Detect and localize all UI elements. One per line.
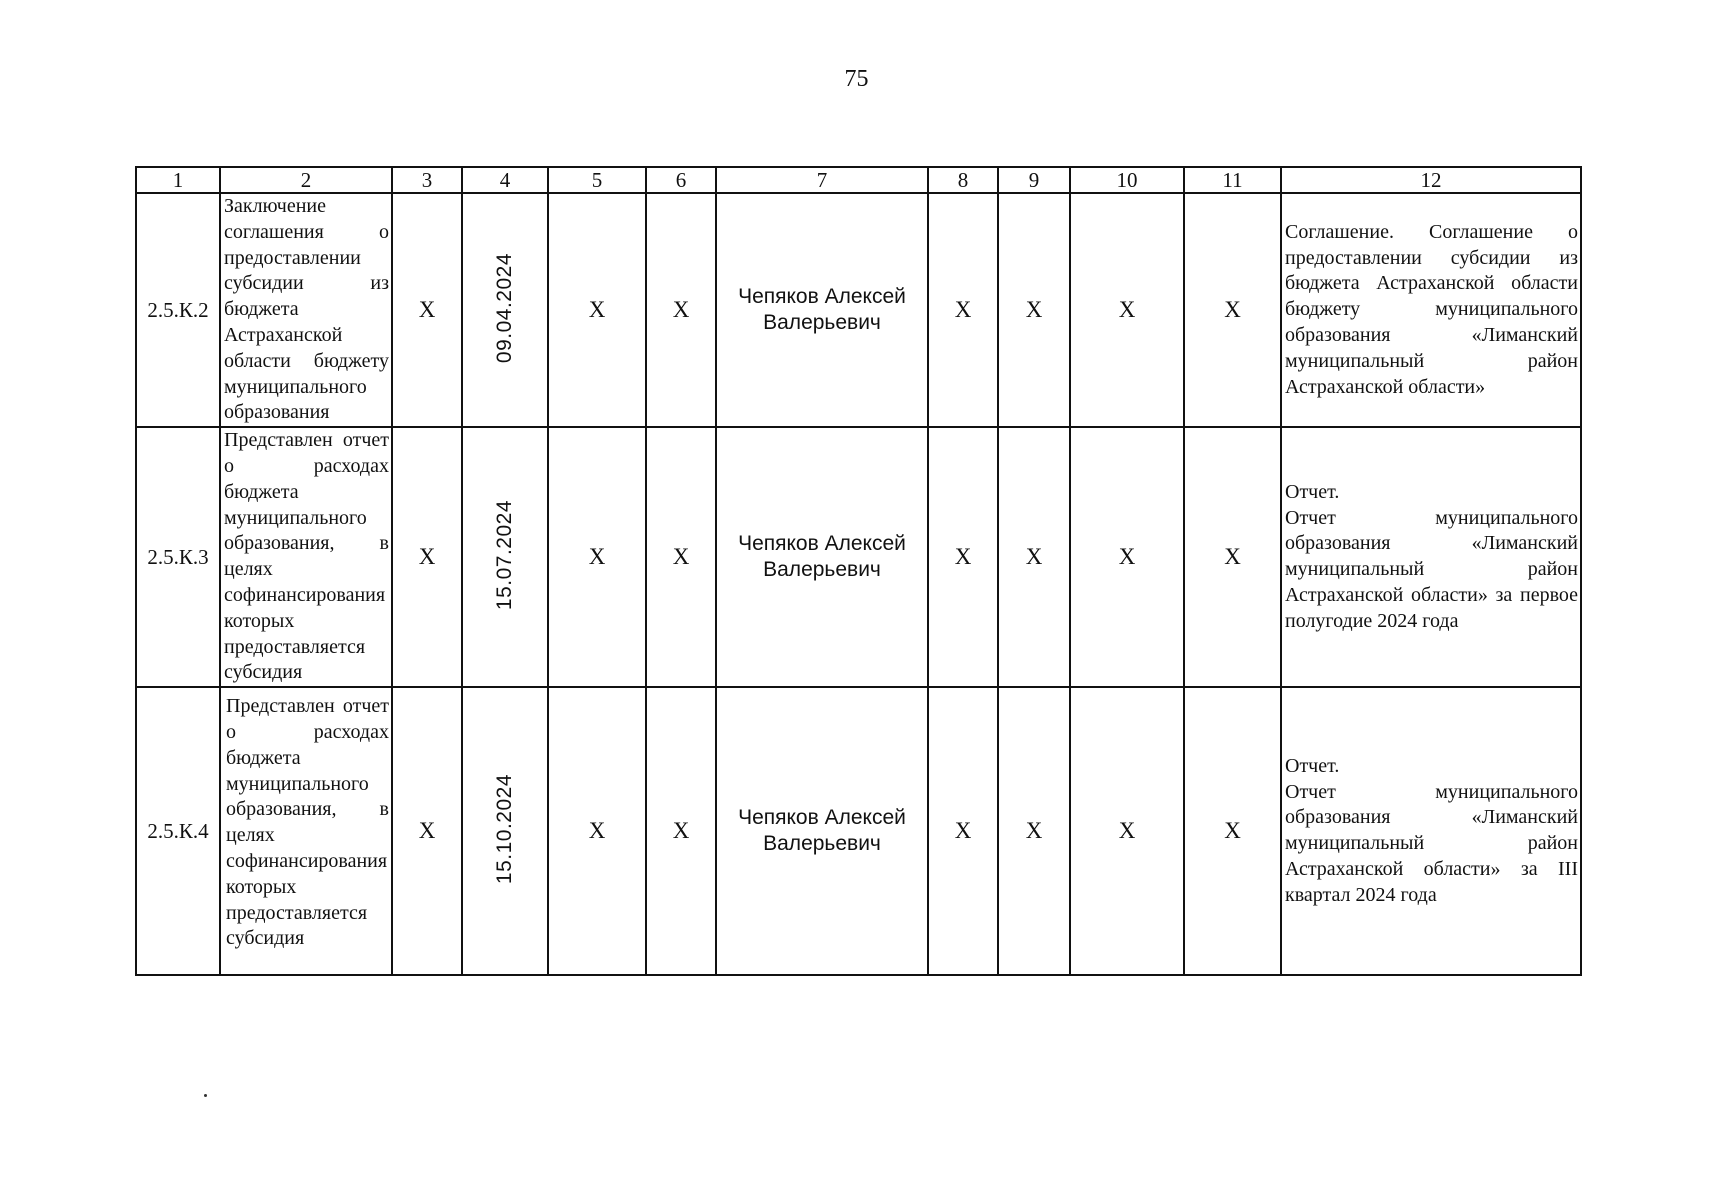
row-code: 2.5.К.2 — [136, 193, 220, 427]
row-description: Заключение соглашения о предоставлении субсидии из бюджета Астраханской области бюджету муниципального образования — [220, 193, 392, 427]
row-date-cell — [462, 193, 548, 427]
header-col-3: 3 — [392, 167, 462, 193]
row-date-cell — [462, 427, 548, 687]
row-col8-mark: X — [928, 193, 998, 427]
row-result: Соглашение. Соглашение о предоставлении субсидии из бюджета Астраханской области бюджету муниципального образования «Лиманский муниципальный район Астраханской области» — [1281, 193, 1581, 427]
row-col3-mark: X — [392, 427, 462, 687]
table-row — [136, 687, 1581, 975]
page-number: 75 — [844, 66, 869, 92]
row-col5-mark: X — [548, 427, 646, 687]
row-col6-mark: X — [646, 193, 716, 427]
row-col9-mark: X — [998, 427, 1070, 687]
row-responsible: Чепяков Алексей Валерьевич — [716, 193, 928, 427]
row-result-title: Отчет. — [1285, 480, 1340, 503]
row-col8-mark: X — [928, 687, 998, 975]
row-code: 2.5.К.4 — [136, 687, 220, 975]
plan-table — [135, 166, 1582, 976]
row-description: Представлен отчет о расходах бюджета муниципального образования, в целях софинансирования которых предоставляется субсидия — [220, 687, 392, 975]
row-col3-mark: X — [392, 193, 462, 427]
header-col-8: 8 — [928, 167, 998, 193]
row-col11-mark: X — [1184, 427, 1281, 687]
row-result: Отчет муниципального образования «Лиманский муниципальный район Астраханской области» за первое полугодие 2024 года — [1285, 506, 1578, 632]
row-code: 2.5.К.3 — [136, 427, 220, 687]
row-description: Представлен отчет о расходах бюджета муниципального образования, в целях софинансирования которых предоставляется субсидия — [220, 427, 392, 687]
row-result-title: Отчет. — [1285, 754, 1340, 777]
header-col-7: 7 — [716, 167, 928, 193]
row-col3-mark: X — [392, 687, 462, 975]
row-col10-mark: X — [1070, 687, 1184, 975]
header-col-2: 2 — [220, 167, 392, 193]
row-col8-mark: X — [928, 427, 998, 687]
header-col-6: 6 — [646, 167, 716, 193]
row-date-cell — [462, 687, 548, 975]
header-col-12: 12 — [1281, 167, 1581, 193]
row-date: 09.04.2024 — [493, 252, 516, 363]
row-result: Отчет муниципального образования «Лиманский муниципальный район Астраханской области» за III квартал 2024 года — [1285, 780, 1578, 906]
row-col6-mark: X — [646, 427, 716, 687]
row-result-cell — [1281, 427, 1581, 687]
table-row — [136, 427, 1581, 687]
table-row — [136, 193, 1581, 427]
scan-speck — [204, 1094, 207, 1097]
header-col-9: 9 — [998, 167, 1070, 193]
row-responsible: Чепяков Алексей Валерьевич — [716, 687, 928, 975]
row-responsible: Чепяков Алексей Валерьевич — [716, 427, 928, 687]
row-col5-mark: X — [548, 193, 646, 427]
row-col9-mark: X — [998, 193, 1070, 427]
row-col5-mark: X — [548, 687, 646, 975]
header-row — [136, 167, 1581, 193]
row-date: 15.10.2024 — [493, 773, 516, 884]
row-col9-mark: X — [998, 687, 1070, 975]
header-col-4: 4 — [462, 167, 548, 193]
row-col11-mark: X — [1184, 687, 1281, 975]
header-col-11: 11 — [1184, 167, 1281, 193]
header-col-10: 10 — [1070, 167, 1184, 193]
row-date: 15.07.2024 — [493, 499, 516, 610]
row-col11-mark: X — [1184, 193, 1281, 427]
row-col6-mark: X — [646, 687, 716, 975]
row-col10-mark: X — [1070, 427, 1184, 687]
row-result-cell — [1281, 687, 1581, 975]
header-col-1: 1 — [136, 167, 220, 193]
row-col10-mark: X — [1070, 193, 1184, 427]
header-col-5: 5 — [548, 167, 646, 193]
